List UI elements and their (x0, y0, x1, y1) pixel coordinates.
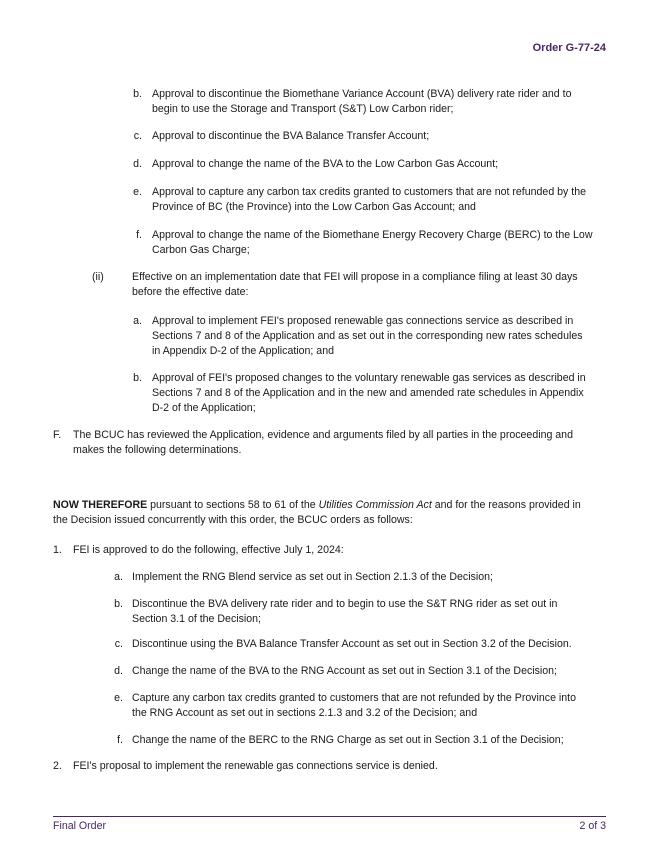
now-therefore-lead: NOW THEREFORE (53, 499, 148, 511)
list-item-text: Approval to capture any carbon tax credits granted to customers that are not refunded by the (152, 186, 587, 198)
now-therefore-text: the Decision issued concurrently with this order, the BCUC orders as follows: (53, 513, 413, 526)
list-item-label: d. (114, 665, 123, 677)
list-item-text: D-2 of the Application; (152, 401, 256, 414)
now-therefore-text: and for the reasons provided in (431, 499, 581, 511)
list-item-label: c. (133, 130, 142, 142)
order-item-text: FEI is approved to do the following, effective July 1, 2024: (73, 544, 344, 556)
list-item-text: Sections 7 and 8 of the Application and as set out in the corresponding new rates schedules (152, 329, 583, 342)
act-title: Utilities Commission Act (318, 499, 432, 511)
list-item-text: Approval of FEI's proposed changes to the voluntary renewable gas services as described in (152, 372, 586, 384)
list-item-text: Change the name of the BERC to the RNG Charge as set out in Section 3.1 of the Decision; (132, 734, 564, 746)
page-number: 2 of 3 (579, 820, 606, 832)
now-therefore-text: pursuant to sections 58 to 61 of the (147, 499, 319, 511)
list-item-text: Province of BC (the Province) into the Low Carbon Gas Account; and (152, 200, 476, 213)
list-item-label: f. (136, 229, 142, 241)
list-item-label: e. (133, 186, 142, 198)
list-item-text: Change the name of the BVA to the RNG Account as set out in Section 3.1 of the Decision; (132, 665, 557, 677)
list-item-text: Approval to change the name of the Biomethane Energy Recovery Charge (BERC) to the Low (152, 229, 593, 241)
list-item-text: Section 3.1 of the Decision; (132, 612, 261, 625)
now-therefore-paragraph (53, 498, 581, 528)
list-item-text: Discontinue using the BVA Balance Transfer Account as set out in Section 3.2 of the Decision. (132, 638, 572, 650)
list-item-text: Approval to implement FEI's proposed renewable gas connections service as described in (152, 315, 574, 327)
list-item-text: Approval to discontinue the BVA Balance Transfer Account; (152, 130, 430, 142)
list-item-label: f. (117, 734, 123, 746)
section-ii-text: before the effective date: (132, 285, 249, 298)
list-item-text: in Appendix D-2 of the Application; and (152, 344, 334, 357)
order-number-header: Order G-77-24 (532, 42, 606, 54)
list-item-text: Approval to change the name of the BVA to the Low Carbon Gas Account; (152, 158, 499, 170)
list-item-text: Approval to discontinue the Biomethane Variance Account (BVA) delivery rate rider and to (152, 88, 572, 100)
list-item-text: Carbon Gas Charge; (152, 243, 250, 256)
footer-divider (53, 816, 606, 817)
section-ii-label: (ii) (92, 271, 104, 283)
list-item-text: the RNG Account as set out in sections 2.1.3 and 3.2 of the Decision; and (132, 706, 478, 719)
order-item-label: 1. (53, 544, 62, 556)
list-item-label: d. (133, 158, 142, 170)
list-item-text: Capture any carbon tax credits granted to customers that are not refunded by the Province into (132, 692, 577, 704)
section-f-label: F. (53, 429, 62, 441)
section-f-text: The BCUC has reviewed the Application, evidence and arguments filed by all parties in the proceeding and (73, 429, 573, 441)
list-item-label: b. (114, 598, 123, 610)
section-f-text: makes the following determinations. (73, 443, 242, 456)
list-item-label: e. (114, 692, 123, 704)
list-item-label: b. (133, 372, 142, 384)
footer-document-type: Final Order (53, 820, 106, 832)
order-item-label: 2. (53, 760, 62, 772)
order-item-text: FEI's proposal to implement the renewable gas connections service is denied. (73, 760, 438, 772)
list-item-text: Implement the RNG Blend service as set out in Section 2.1.3 of the Decision; (132, 571, 493, 583)
list-item-label: a. (114, 571, 123, 583)
section-ii-text: Effective on an implementation date that FEI will propose in a compliance filing at least 30 days (132, 271, 578, 283)
list-item-label: a. (133, 315, 142, 327)
list-item-text: begin to use the Storage and Transport (S&T) Low Carbon rider; (152, 102, 454, 115)
list-item-text: Discontinue the BVA delivery rate rider and to begin to use the S&T RNG rider as set out in (132, 598, 558, 610)
list-item-label: b. (133, 88, 142, 100)
list-item-text: Sections 7 and 8 of the Application and in the new and amended rate schedules in Appendix (152, 386, 584, 399)
list-item-label: c. (114, 638, 123, 650)
